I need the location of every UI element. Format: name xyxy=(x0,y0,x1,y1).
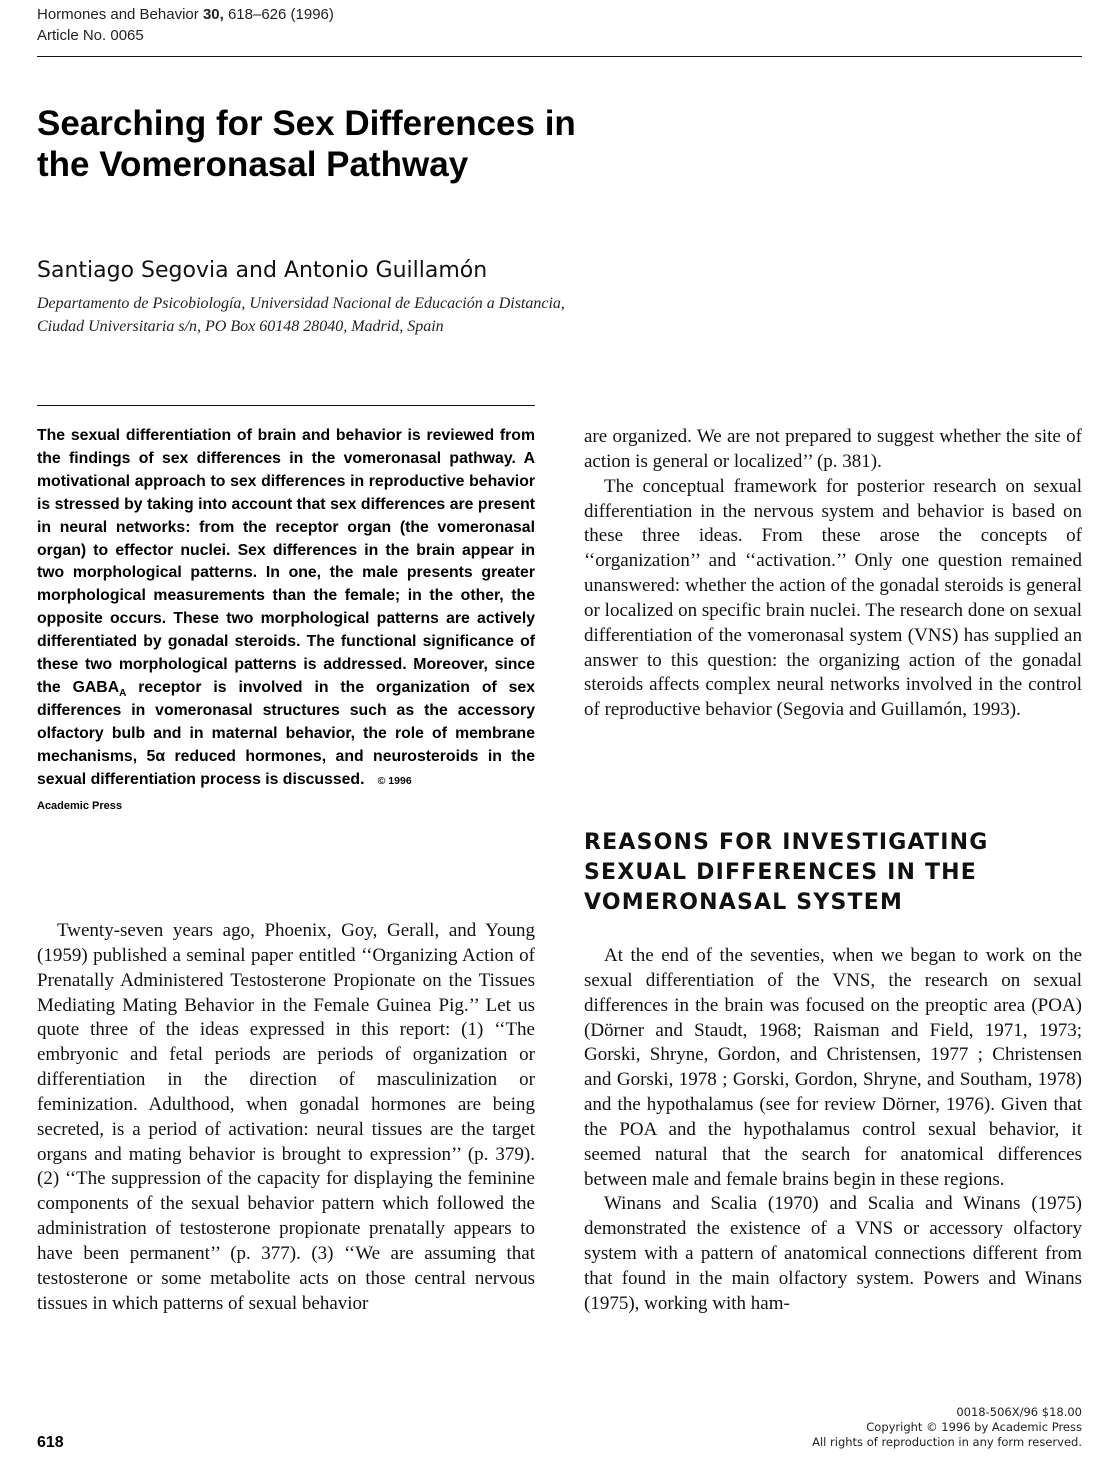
right-column-top xyxy=(584,425,1082,723)
section-heading-line-2: SEXUAL DIFFERENCES IN THE xyxy=(584,860,978,885)
author-list: Santiago Segovia and Antonio Guillamón xyxy=(37,258,488,283)
footer-rights: All rights of reproduction in any form reserved. xyxy=(812,1435,1082,1449)
journal-pages-year: 618–626 (1996) xyxy=(227,6,334,23)
journal-volume: 30, xyxy=(202,6,224,23)
abstract-text-part-2: receptor is involved in the organization of sex differences in vomeronasal structures such as the accessory olfactory bulb and in maternal behavior, the role of membrane mechanisms, 5α reduced hormones, and neurosteroids in the sexual differentiation process is discussed. xyxy=(37,678,535,788)
left-column-body xyxy=(37,919,535,1317)
abstract xyxy=(37,425,535,819)
affiliation xyxy=(37,292,565,338)
abstract-divider xyxy=(37,405,535,406)
abstract-publisher: Academic Press xyxy=(37,799,122,812)
header-divider xyxy=(37,56,1082,57)
paper-title xyxy=(37,103,737,185)
journal-name: Hormones and Behavior xyxy=(37,6,199,23)
journal-citation xyxy=(37,4,334,25)
right-column-body xyxy=(584,944,1082,1317)
section-heading xyxy=(584,828,1082,918)
body-paragraph: Winans and Scalia (1970) and Scalia and Winans (1975) demonstrated the existence of a VNS or accessory olfactory system with a pattern of anatomical connections different from that found in the main olfactory system. Powers and Winans (1975), working with ham- xyxy=(584,1193,1082,1314)
page-number: 618 xyxy=(37,1434,64,1451)
abstract-text-part-1: The sexual differentiation of brain and behavior is reviewed from the findings of sex differences in the vomeronasal pathway. A motivational approach to sex differences in reproductive behavior is stressed by taking into account that sex differences are present in neural networks: from the receptor organ (the vomeronasal organ) to effector nuclei. Sex differences in the brain appear in two morphological patterns. In one, the male presents greater morphological measurements than the female; in the other, the opposite occurs. These two morphological patterns are actively differentiated by gonadal steroids. The functional significance of these two morphological patterns is addressed. Moreover, since the GABA xyxy=(37,427,535,696)
abstract-copyright: © 1996 xyxy=(377,774,412,787)
title-line-1: Searching for Sex Differences in xyxy=(37,104,576,143)
issn-price: 0018-506X/96 $18.00 xyxy=(956,1405,1082,1419)
body-paragraph: At the end of the seventies, when we began to work on the sexual differentiation of the VNS, the research on sexual differences in the brain was focused on the preoptic area (POA) (Dörner and Staudt, 1968; Raisman and Field, 1971, 1973; Gorski, Shryne, Gordon, and Christensen, 1977 ; Christensen and Gorski, 1978 ; Gorski, Gordon, Shryne, and Southam, 1978) and the hypothalamus (see for review Dörner, 1976). Given that the POA and the hypothalamus control sexual behavior, it seemed natural that the search for anatomical differences between male and female brains begin in these regions. xyxy=(584,945,1082,1190)
article-number: Article No. 0065 xyxy=(37,27,144,44)
body-paragraph: The conceptual framework for posterior research on sexual differentiation in the nervous system and behavior is based on these three ideas. From these arose the concepts of ‘‘organization’’ and ‘‘activation.’’ Only one question remained unanswered: whether the action of the gonadal steroids is general or localized on specific brain nuclei. The research done on sexual differentiation of the vomeronasal system (VNS) has supplied an answer to this question: the organizing action of the gonadal steroids affects complex neural networks involved in the control of reproductive behavior (Segovia and Guillamón, 1993). xyxy=(584,475,1082,721)
journal-header xyxy=(37,4,334,46)
section-heading-line-3: VOMERONASAL SYSTEM xyxy=(584,890,904,915)
gaba-subscript: A xyxy=(119,688,127,700)
title-line-2: the Vomeronasal Pathway xyxy=(37,145,469,184)
affiliation-line-2: Ciudad Universitaria s/n, PO Box 60148 28040, Madrid, Spain xyxy=(37,318,444,335)
section-heading-line-1: REASONS FOR INVESTIGATING xyxy=(584,830,989,855)
body-paragraph: Twenty-seven years ago, Phoenix, Goy, Gerall, and Young (1959) published a seminal paper entitled ‘‘Organizing Action of Prenatally Administered Testosterone Propionate on the Tissues Mediating Mating Behavior in the Female Guinea Pig.’’ Let us quote three of the ideas expressed in this report: (1) ‘‘The embryonic and fetal periods are periods of organization or differentiation in the direction of masculinization or feminization. Adulthood, when gonadal hormones are being secreted, is a period of activation: neural tissues are the target organs and mating behavior is brought to expression’’ (p. 379). (2) ‘‘The suppression of the capacity for displaying the feminine components of the sexual behavior pattern which followed the administration of testosterone propionate prenatally appears to have been permanent’’ (p. 377). (3) ‘‘We are assuming that testosterone or some metabolite acts on those central nervous tissues in which patterns of sexual behavior xyxy=(37,920,535,1314)
footer-copyright: Copyright © 1996 by Academic Press xyxy=(866,1420,1082,1434)
affiliation-line-1: Departamento de Psicobiología, Universidad Nacional de Educación a Distancia, xyxy=(37,295,565,312)
copyright-footer xyxy=(812,1405,1082,1450)
body-paragraph: are organized. We are not prepared to suggest whether the site of action is general or localized’’ (p. 381). xyxy=(584,426,1082,472)
